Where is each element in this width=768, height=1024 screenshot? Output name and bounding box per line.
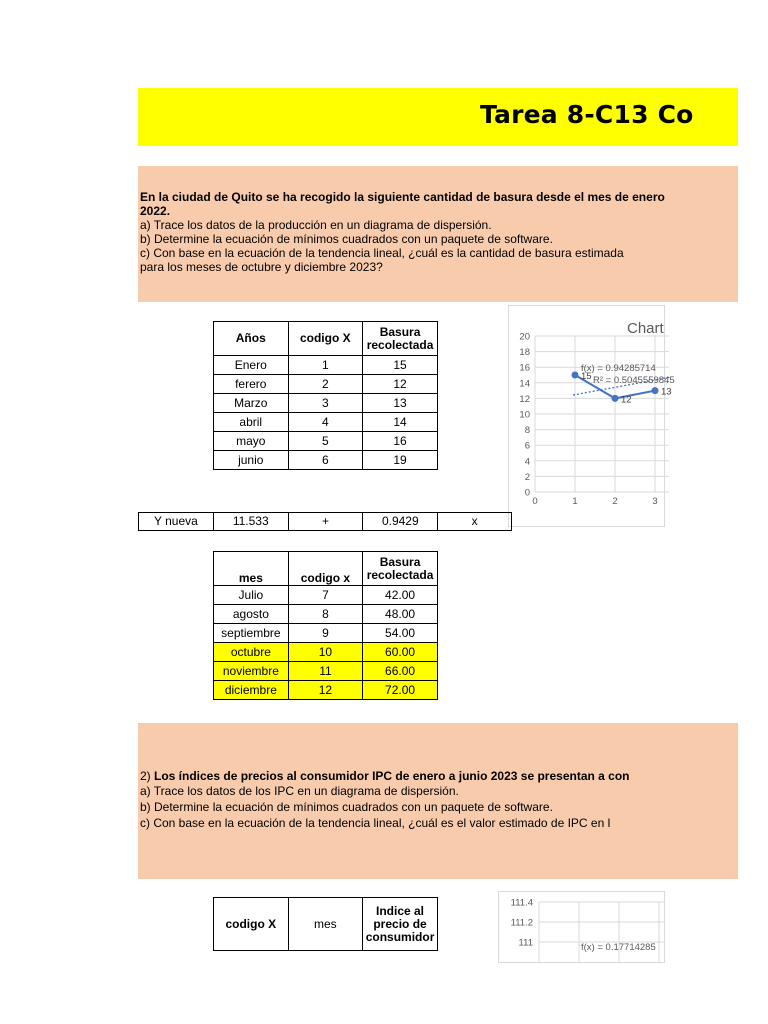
problem1-item-c: c) Con base en la ecuación de la tendencia lineal, ¿cuál es la cantidad de basura estimada xyxy=(140,246,624,260)
cell-value[interactable]: 72.00 xyxy=(363,681,438,700)
cell-code[interactable]: 2 xyxy=(288,375,363,394)
problem2-item-c: c) Con base en la ecuación de la tendencia lineal, ¿cuál es el valor estimado de IPC en l xyxy=(140,816,611,830)
problem2-item-a: a) Trace los datos de los IPC en un diagrama de dispersión. xyxy=(140,784,459,798)
cell-month[interactable]: septiembre xyxy=(214,624,289,643)
y-tick-label: 12 xyxy=(519,393,530,405)
y-tick-label: 111.4 xyxy=(510,897,533,909)
table-row xyxy=(214,413,438,432)
cell-code[interactable]: 6 xyxy=(288,451,363,470)
data-label: 12 xyxy=(621,394,632,406)
cell-month[interactable]: octubre xyxy=(214,643,289,662)
data-point xyxy=(572,372,579,379)
table-row xyxy=(214,356,438,375)
header-codigo-x: codigo X xyxy=(288,322,363,356)
y-tick-label: 10 xyxy=(519,409,530,421)
table-ipc xyxy=(213,897,438,951)
chart-title: Chart xyxy=(627,320,664,337)
table-row-highlighted xyxy=(214,681,438,700)
cell-value[interactable]: 54.00 xyxy=(363,624,438,643)
title-bar xyxy=(138,88,738,146)
table-row xyxy=(214,586,438,605)
cell-slope[interactable]: 0.9429 xyxy=(363,513,438,531)
problem1-item-a: a) Trace los datos de la producción en un diagrama de dispersión. xyxy=(140,218,492,232)
problem2-block xyxy=(138,723,738,879)
problem2-item-b: b) Determine la ecuación de mínimos cuadrados con un paquete de software. xyxy=(140,800,553,814)
cell-month[interactable]: Julio xyxy=(214,586,289,605)
header-indice: Indice al precio de consumidor xyxy=(363,898,438,951)
table-row xyxy=(214,394,438,413)
cell-x[interactable]: x xyxy=(438,513,512,531)
y-tick-label: 6 xyxy=(524,440,530,452)
data-label: 13 xyxy=(661,386,672,398)
data-point xyxy=(612,395,619,402)
y-tick-label: 16 xyxy=(519,362,530,374)
cell-code[interactable]: 5 xyxy=(288,432,363,451)
header-mes: mes xyxy=(288,898,362,951)
table-row xyxy=(214,375,438,394)
trend-equation: f(x) = 0.17714285 xyxy=(581,942,656,953)
cell-code[interactable]: 1 xyxy=(288,356,363,375)
cell-month[interactable]: Enero xyxy=(214,356,289,375)
table-row xyxy=(214,451,438,470)
cell-value[interactable]: 60.00 xyxy=(363,643,438,662)
y-tick-label: 20 xyxy=(519,331,530,343)
header-anios: Años xyxy=(214,322,289,356)
x-tick-label: 2 xyxy=(612,496,618,507)
cell-month[interactable]: junio xyxy=(214,451,289,470)
header-basura: Basura recolectada xyxy=(363,322,438,356)
cell-value[interactable]: 15 xyxy=(363,356,438,375)
trend-equation: f(x) = 0.94285714 xyxy=(581,363,656,374)
chart-ipc-svg xyxy=(499,892,664,962)
y-tick-label: 111.2 xyxy=(510,917,533,929)
cell-intercept[interactable]: 11.533 xyxy=(213,513,288,531)
table-row-highlighted xyxy=(214,643,438,662)
y-tick-label: 111 xyxy=(518,937,533,949)
cell-code[interactable]: 8 xyxy=(288,605,362,624)
cell-code[interactable]: 7 xyxy=(288,586,362,605)
table-row xyxy=(139,513,512,531)
cell-code[interactable]: 9 xyxy=(288,624,362,643)
data-point xyxy=(652,387,659,394)
data-label: 15 xyxy=(581,371,592,382)
table-row xyxy=(214,432,438,451)
chart-basura-svg xyxy=(509,306,675,526)
x-tick-label: 1 xyxy=(572,496,578,507)
cell-code[interactable]: 11 xyxy=(288,662,362,681)
header-basura: Basura recolectada xyxy=(363,552,438,586)
x-tick-label: 0 xyxy=(532,496,538,507)
x-tick-label: 3 xyxy=(652,496,658,507)
problem1-intro: En la ciudad de Quito se ha recogido la siguiente cantidad de basura desde el mes de enero xyxy=(140,190,665,204)
equation-row xyxy=(138,512,512,531)
cell-value[interactable]: 48.00 xyxy=(363,605,438,624)
table-basura-estimada xyxy=(213,551,438,700)
cell-code[interactable]: 12 xyxy=(288,681,362,700)
table-row xyxy=(214,605,438,624)
cell-code[interactable]: 3 xyxy=(288,394,363,413)
header-codigo-x: codigo x xyxy=(288,552,362,586)
cell-value[interactable]: 12 xyxy=(363,375,438,394)
problem1-item-c-cont: para los meses de octubre y diciembre 2023? xyxy=(140,260,383,274)
cell-plus[interactable]: + xyxy=(288,513,363,531)
trend-r-squared: R² = 0.5045559845 xyxy=(593,375,675,386)
header-codigo-x: codigo X xyxy=(214,898,289,951)
cell-label-y-nueva[interactable]: Y nueva xyxy=(139,513,214,531)
problem2-number: 2) xyxy=(140,769,155,783)
cell-month[interactable]: agosto xyxy=(214,605,289,624)
cell-month[interactable]: abril xyxy=(214,413,289,432)
cell-value[interactable]: 13 xyxy=(363,394,438,413)
cell-value[interactable]: 42.00 xyxy=(363,586,438,605)
sheet-title: Tarea 8-C13 Co xyxy=(480,100,694,129)
y-tick-label: 14 xyxy=(519,378,530,390)
problem2-intro-text: Los índices de precios al consumidor IPC de enero a junio 2023 se presentan a con xyxy=(154,769,630,783)
cell-code[interactable]: 4 xyxy=(288,413,363,432)
problem1-item-b: b) Determine la ecuación de mínimos cuadrados con un paquete de software. xyxy=(140,232,553,246)
cell-month[interactable]: noviembre xyxy=(214,662,289,681)
cell-value[interactable]: 14 xyxy=(363,413,438,432)
y-tick-label: 2 xyxy=(524,471,530,483)
chart-basura[interactable] xyxy=(508,305,675,527)
cell-value[interactable]: 19 xyxy=(363,451,438,470)
table-row-highlighted xyxy=(214,662,438,681)
table-row xyxy=(214,624,438,643)
cell-value[interactable]: 16 xyxy=(363,432,438,451)
cell-month[interactable]: Marzo xyxy=(214,394,289,413)
problem1-year: 2022. xyxy=(140,204,171,218)
cell-month[interactable]: mayo xyxy=(214,432,289,451)
y-tick-label: 4 xyxy=(524,456,530,468)
cell-month[interactable]: ferero xyxy=(214,375,289,394)
problem2-intro xyxy=(140,769,630,783)
table-basura-2022 xyxy=(213,321,438,470)
cell-month[interactable]: diciembre xyxy=(214,681,289,700)
cell-code[interactable]: 10 xyxy=(288,643,362,662)
chart-ipc[interactable] xyxy=(498,891,665,963)
y-tick-label: 0 xyxy=(524,487,530,499)
cell-value[interactable]: 66.00 xyxy=(363,662,438,681)
y-tick-label: 18 xyxy=(519,347,530,359)
header-mes: mes xyxy=(214,552,289,586)
y-tick-label: 8 xyxy=(524,425,530,437)
problem1-block xyxy=(138,166,738,302)
